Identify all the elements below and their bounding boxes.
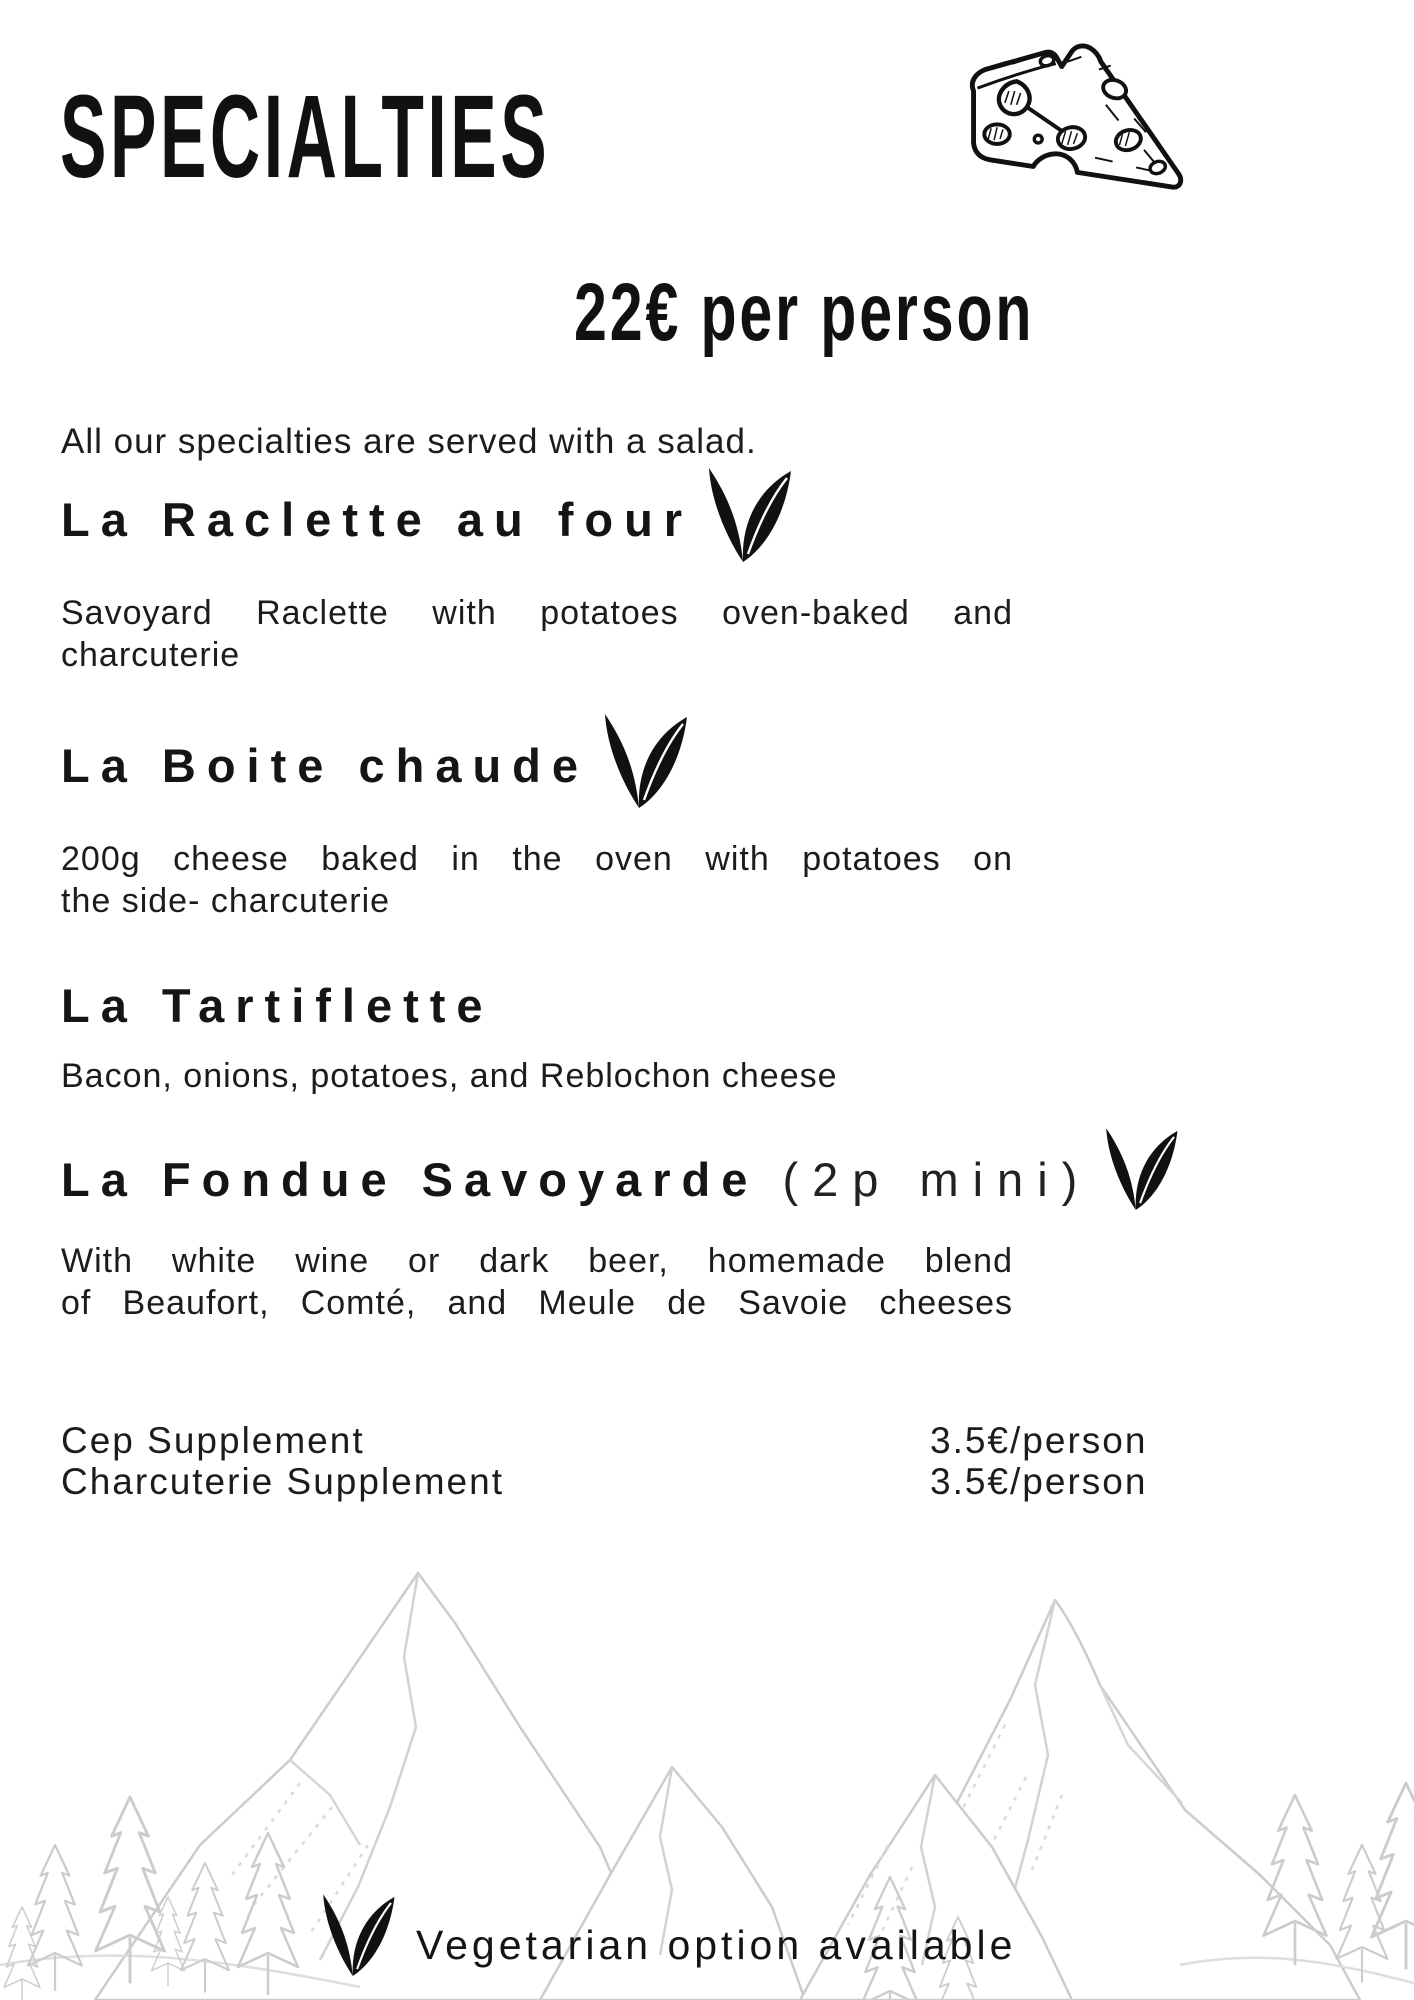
intro-line: All our specialties are served with a salad. — [61, 422, 757, 461]
description-line: 200g cheese baked in the oven with potatoes on — [61, 840, 1013, 878]
supplements-list — [61, 1420, 1148, 1502]
leaf-sprout-icon — [318, 1890, 398, 1982]
page-title: SPECIALTIES — [60, 71, 551, 203]
description-line: of Beaufort, Comté, and Meule de Savoie cheeses — [61, 1284, 1013, 1322]
item-description — [61, 838, 1013, 922]
item-description — [61, 1055, 1013, 1097]
item-description — [61, 1240, 1013, 1324]
leaf-sprout-icon — [599, 712, 691, 812]
item-name: La Tartiflette — [61, 979, 494, 1032]
supplement-row — [61, 1420, 1148, 1461]
item-name: La Raclette au four — [61, 493, 694, 546]
cheese-wedge-icon — [952, 40, 1192, 197]
vegetarian-note — [318, 1884, 1016, 1982]
leaf-sprout-icon — [703, 466, 795, 566]
description-line: the side- charcuterie — [61, 882, 391, 920]
menu-item-raclette — [61, 493, 1013, 676]
supplement-label: Charcuterie Supplement — [61, 1461, 504, 1502]
item-name: La Boite chaude — [61, 739, 590, 792]
menu-item-tartiflette — [61, 979, 1013, 1097]
menu-item-boite-chaude — [61, 739, 1013, 922]
item-description — [61, 592, 1013, 676]
item-name — [61, 1153, 1092, 1206]
description-line: Savoyard Raclette with potatoes oven-baked and — [61, 594, 1013, 632]
leaf-sprout-icon — [1101, 1126, 1181, 1214]
supplement-price: 3.5€/person — [930, 1461, 1148, 1502]
supplement-label: Cep Supplement — [61, 1420, 365, 1461]
vegetarian-note-text: Vegetarian option available — [416, 1922, 1017, 1968]
description-line: charcuterie — [61, 636, 241, 674]
description-line: With white wine or dark beer, homemade blend — [61, 1242, 1013, 1280]
supplement-row — [61, 1461, 1148, 1502]
price-per-person: 22€ per person — [573, 267, 1034, 358]
menu-item-fondue — [61, 1153, 1092, 1324]
item-name-suffix: (2p mini) — [782, 1153, 1092, 1206]
item-name-main: La Fondue Savoyarde — [61, 1153, 759, 1206]
supplement-price: 3.5€/person — [930, 1420, 1148, 1461]
description-line: Bacon, onions, potatoes, and Reblochon cheese — [61, 1057, 838, 1095]
